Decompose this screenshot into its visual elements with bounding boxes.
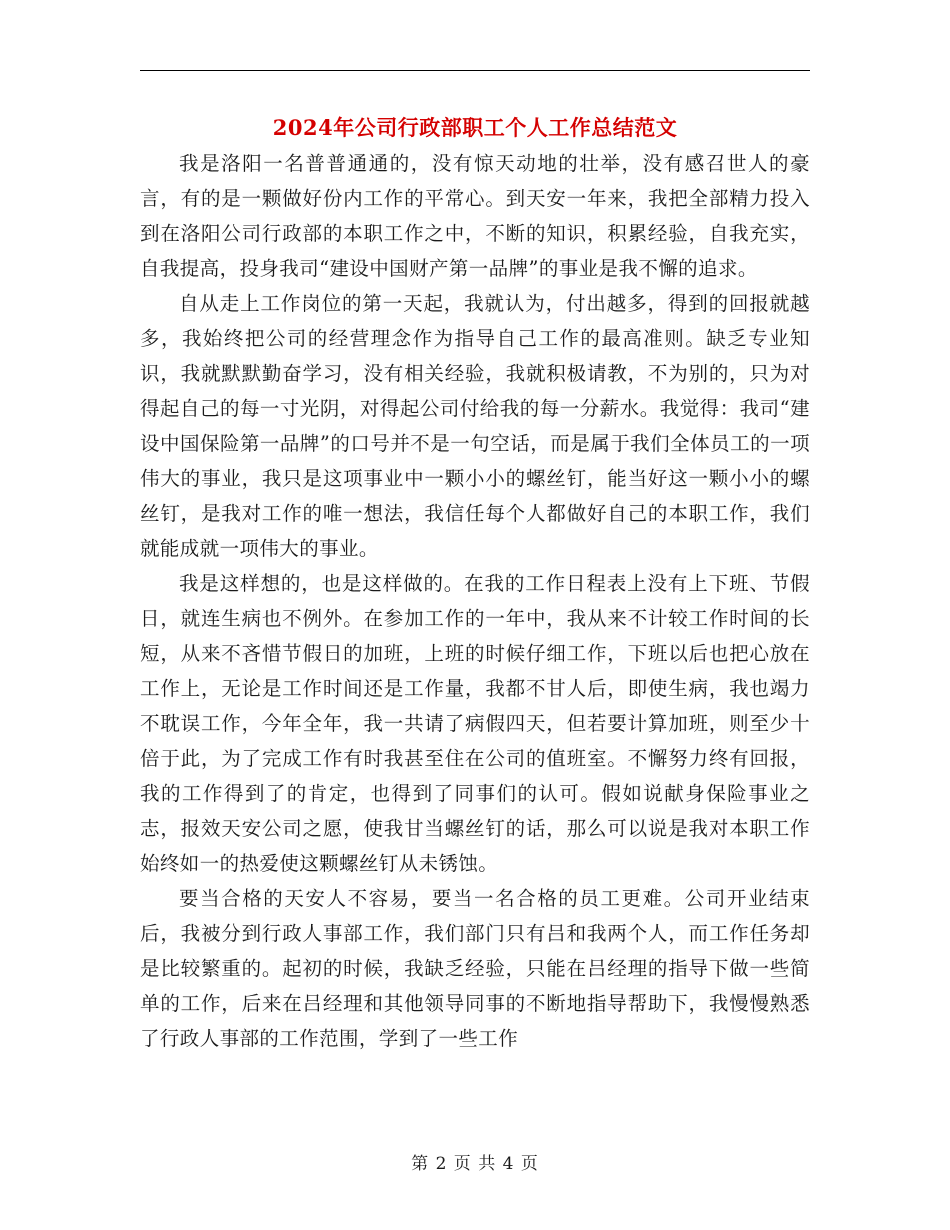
document-title: 2024年公司行政部职工个人工作总结范文 — [272, 115, 678, 140]
document-body — [140, 146, 810, 1056]
paragraph-2: 自从走上工作岗位的第一天起，我就认为，付出越多，得到的回报就越多，我始终把公司的经营理念作为指导自己工作的最高准则。缺乏专业知识，我就默默勤奋学习，没有相关经验，我就积极请教，不为别的，只为对得起自己的每一寸光阴，对得起公司付给我的每一分薪水。我觉得：我司“建设中国保险第一品牌”的口号并不是一句空话，而是属于我们全体员工的一项伟大的事业，我只是这项事业中一颗小小的螺丝钉，能当好这一颗小小的螺丝钉，是我对工作的唯一想法，我信任每个人都做好自己的本职工作，我们就能成就一项伟大的事业。 — [140, 292, 810, 560]
paragraph-1: 我是洛阳一名普普通通的，没有惊天动地的壮举，没有感召世人的豪言，有的是一颗做好份内工作的平常心。到天安一年来，我把全部精力投入到在洛阳公司行政部的本职工作之中，不断的知识，积累经验，自我充实，自我提高，投身我司“建设中国财产第一品牌”的事业是我不懈的追求。 — [140, 152, 810, 280]
header-rule — [140, 70, 810, 71]
page-footer: 第 2 页 共 4 页 — [411, 1154, 539, 1174]
paragraph-4: 要当合格的天安人不容易，要当一名合格的员工更难。公司开业结束后，我被分到行政人事部工作，我们部门只有吕和我两个人，而工作任务却是比较繁重的。起初的时候，我缺乏经验，只能在吕经理的指导下做一些简单的工作，后来在吕经理和其他领导同事的不断地指导帮助下，我慢慢熟悉了行政人事部的工作范围，学到了一些工作 — [140, 887, 810, 1050]
paragraph-3: 我是这样想的，也是这样做的。在我的工作日程表上没有上下班、节假日，就连生病也不例外。在参加工作的一年中，我从来不计较工作时间的长短，从来不吝惜节假日的加班，上班的时候仔细工作，下班以后也把心放在工作上，无论是工作时间还是工作量，我都不甘人后，即使生病，我也竭力不耽误工作，今年全年，我一共请了病假四天，但若要计算加班，则至少十倍于此，为了完成工作有时我甚至住在公司的值班室。不懈努力终有回报，我的工作得到了的肯定，也得到了同事们的认可。假如说献身保险事业之志，报效天安公司之愿，使我甘当螺丝钉的话，那么可以说是我对本职工作始终如一的热爱使这颗螺丝钉从未锈蚀。 — [140, 572, 810, 875]
